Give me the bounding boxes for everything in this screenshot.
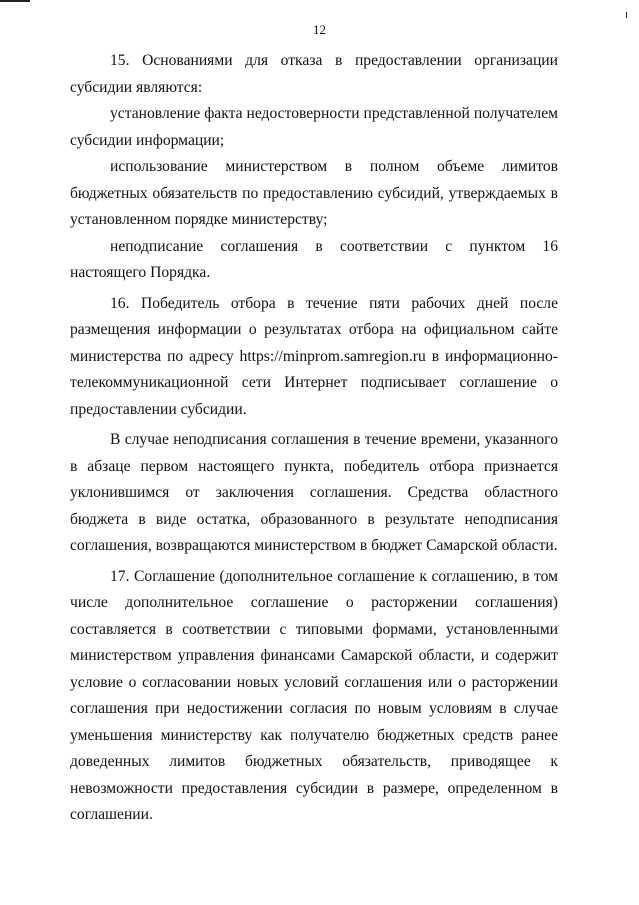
paragraph-15-item-1: установление факта недостоверности представленной получателем субсидии информации;	[70, 105, 558, 149]
paragraph-16: 16. Победитель отбора в течение пяти рабочих дней после размещения информации о результатах отбора на официальном сайте министерства по адресу https://minprom.samregion.ru в информационно-телекоммуникационной сети Интернет подписывает соглашение о предоставлении субсидии.	[70, 294, 558, 418]
scan-artifact-right	[626, 12, 627, 18]
paragraph-15-item-2: использование министерством в полном объеме лимитов бюджетных обязательств по предоставлению субсидий, утверждаемых в установленном порядке министерству;	[70, 158, 558, 228]
paragraph-16-second: В случае неподписания соглашения в течение времени, указанного в абзаце первом настоящего пункта, победитель отбора признается уклонившимся от заключения соглашения. Средства областного бюджета в виде остатка, образованного в результате неподписания соглашения, возвращаются министерством в бюджет Самарской области.	[70, 431, 558, 554]
scan-artifact-top	[0, 0, 30, 2]
paragraph-17: 17. Соглашение (дополнительное соглашение к соглашению, в том числе дополнительное соглашение о расторжении соглашения) составляется в соответствии с типовыми формами, установленными министерством управления финансами Самарской области, и содержит условие о согласовании новых условий соглашения или о расторжении соглашения при недостижении согласия по новым условиям в случае уменьшения министерству как получателю бюджетных средств ранее доведенных лимитов бюджетных обязательств, приводящее к невозможности предоставления субсидии в размере, определенном в соглашении.	[70, 567, 558, 823]
page-number: 12	[313, 22, 326, 37]
paragraph-15-intro: 15. Основаниями для отказа в предоставлении организации субсидии являются:	[70, 52, 558, 96]
paragraph-15-item-3: неподписание соглашения в соответствии с пунктом 16 настоящего Порядка.	[70, 237, 558, 281]
document-body	[70, 48, 558, 829]
